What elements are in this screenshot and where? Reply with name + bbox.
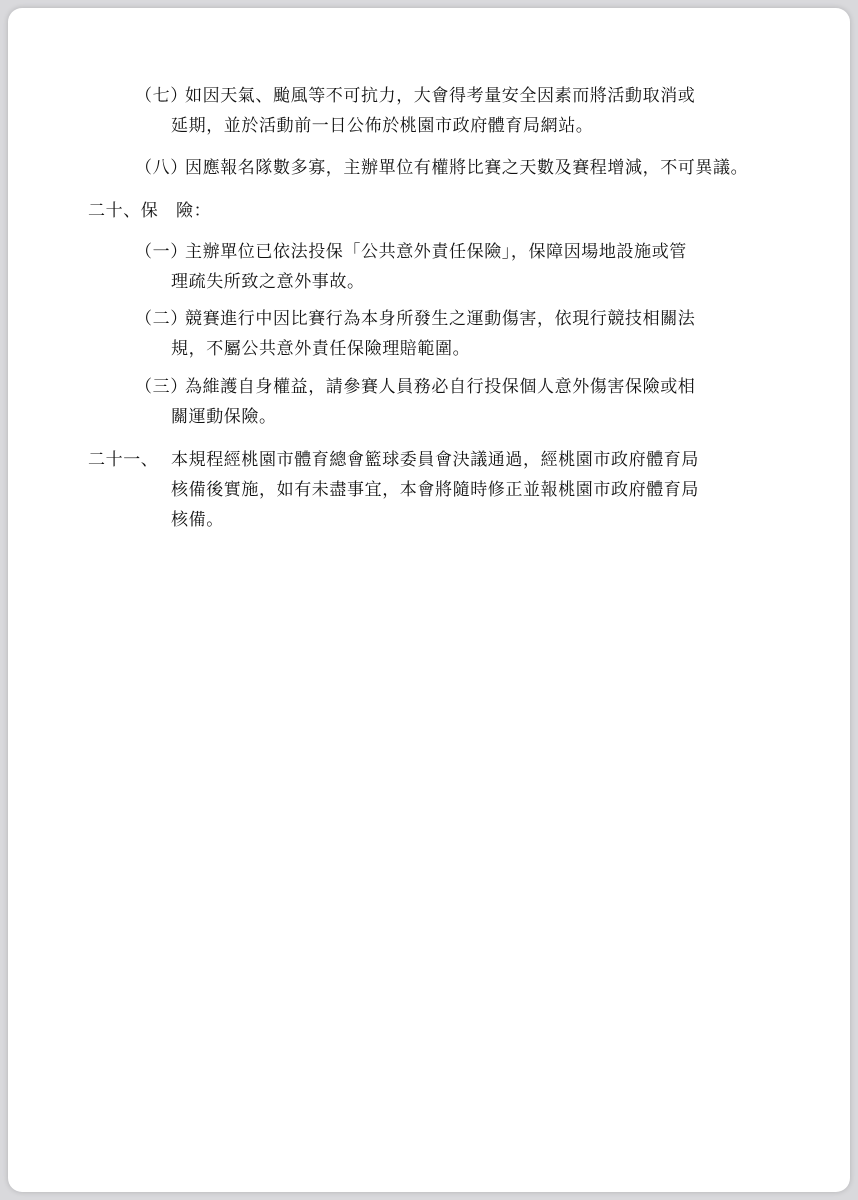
section-20-item-1-line-1: 主辦單位已依法投保「公共意外責任保險」，保障因場地設施或管 bbox=[185, 242, 687, 262]
section-21-line-1: 本規程經桃園市體育總會籃球委員會決議通過，經桃園市政府體育局 bbox=[171, 450, 699, 470]
section-20-item-3-line-1: 為維護自身權益，請參賽人員務必自行投保個人意外傷害保險或相 bbox=[185, 377, 696, 397]
section-20-item-3-label: （三） bbox=[135, 377, 188, 397]
section-20-item-1-line-2: 理疏失所致之意外事故。 bbox=[171, 272, 365, 292]
item-8-label: （八） bbox=[135, 158, 188, 178]
section-21-line-2: 核備後實施，如有未盡事宜，本會將隨時修正並報桃園市政府體育局 bbox=[171, 480, 699, 500]
section-20-item-3-line-2: 關運動保險。 bbox=[171, 407, 277, 427]
section-20-heading: 二十、保 險： bbox=[88, 201, 212, 221]
item-7-line-1: 如因天氣、颱風等不可抗力，大會得考量安全因素而將活動取消或 bbox=[185, 86, 696, 106]
section-20-item-2-line-1: 競賽進行中因比賽行為本身所發生之運動傷害，依現行競技相關法 bbox=[185, 309, 696, 329]
document-page bbox=[8, 8, 850, 1192]
section-20-item-2-line-2: 規，不屬公共意外責任保險理賠範圍。 bbox=[171, 339, 471, 359]
section-20-item-2-label: （二） bbox=[135, 309, 188, 329]
section-21-heading: 二十一、 bbox=[88, 450, 159, 470]
section-20-item-1-label: （一） bbox=[135, 242, 188, 262]
section-21-line-3: 核備。 bbox=[171, 510, 224, 530]
item-7-label: （七） bbox=[135, 86, 188, 106]
item-7-line-2: 延期，並於活動前一日公佈於桃園市政府體育局網站。 bbox=[171, 116, 594, 136]
item-8-line-1: 因應報名隊數多寡，主辦單位有權將比賽之天數及賽程增減，不可異議。 bbox=[185, 158, 749, 178]
